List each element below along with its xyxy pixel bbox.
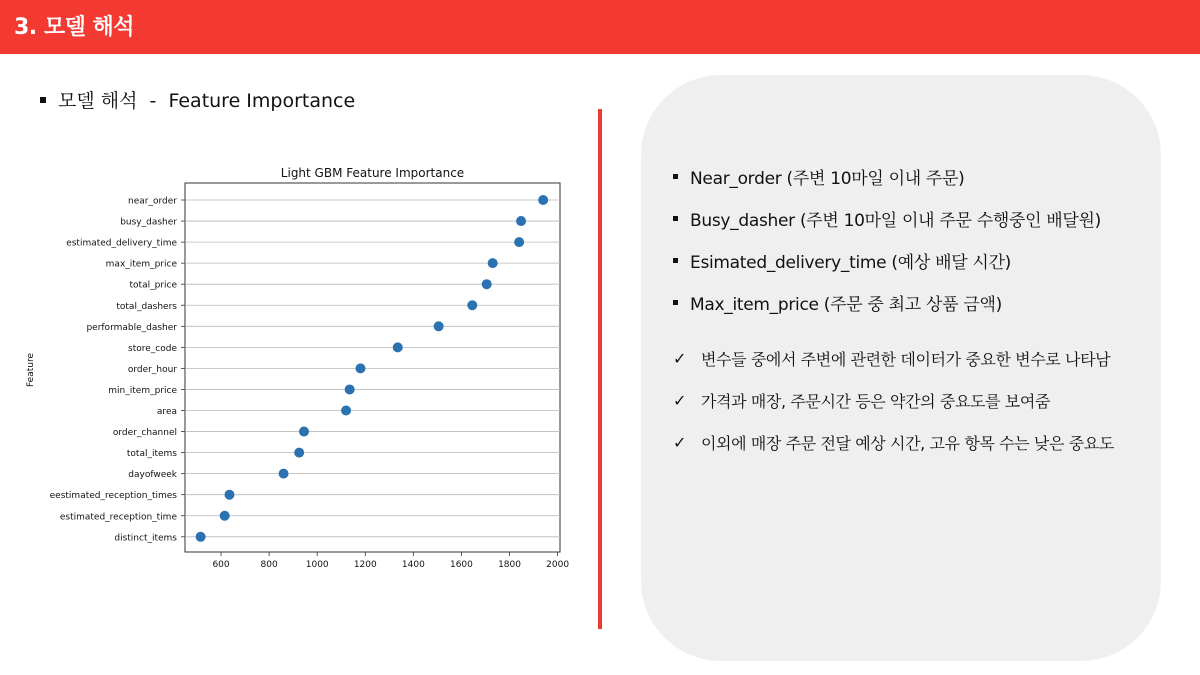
square-bullet-icon <box>673 258 678 263</box>
y-tick-label: estimated_reception_time <box>59 512 177 523</box>
y-tick-label: min_item_price <box>108 385 177 396</box>
y-tick-label: store_code <box>128 343 177 354</box>
bullet-text: Near_order (주변 10마일 이내 주문) <box>690 168 965 189</box>
x-tick-label: 1600 <box>449 560 473 570</box>
bullet-text: Esimated_delivery_time (예상 배달 시간) <box>690 252 1011 273</box>
plot-area <box>185 183 560 552</box>
y-tick-label: busy_dasher <box>120 217 177 228</box>
x-tick-label: 1200 <box>353 560 377 570</box>
y-tick-label: max_item_price <box>105 259 177 270</box>
y-tick-label: performable_dasher <box>86 322 177 333</box>
chart-title: Light GBM Feature Importance <box>280 166 465 180</box>
list-item <box>673 239 1101 281</box>
list-item <box>673 281 1101 323</box>
data-point <box>299 427 309 437</box>
data-point <box>482 279 492 289</box>
y-tick-label: area <box>156 407 177 417</box>
data-point <box>341 406 351 416</box>
x-tick-label: 800 <box>260 560 278 570</box>
check-text: 변수들 중에서 주변에 관련한 데이터가 중요한 변수로 나타남 <box>701 349 1111 369</box>
data-point <box>538 195 548 205</box>
feature-importance-chart <box>0 0 600 620</box>
data-point <box>220 511 230 521</box>
data-point <box>516 216 526 226</box>
data-point <box>514 237 524 247</box>
y-axis-label: Feature <box>26 352 36 388</box>
vertical-divider <box>598 109 602 629</box>
y-tick-label: distinct_items <box>114 533 177 544</box>
data-point <box>393 342 403 352</box>
y-tick-label: total_items <box>126 449 177 460</box>
list-item <box>673 197 1101 239</box>
x-tick-label: 1400 <box>401 560 425 570</box>
check-text: 가격과 매장, 주문시간 등은 약간의 중요도를 보여줌 <box>701 391 1050 411</box>
y-tick-label: total_dashers <box>116 301 177 312</box>
checkmark-icon: ✓ <box>673 432 687 452</box>
conclusion-list <box>673 337 1114 463</box>
data-point <box>355 363 365 373</box>
checkmark-icon: ✓ <box>673 390 687 410</box>
check-text: 이외에 매장 주문 전달 예상 시간, 고유 항목 수는 낮은 중요도 <box>701 433 1114 453</box>
x-tick-label: 1000 <box>305 560 329 570</box>
subtitle-text: 모델 해석 - Feature Importance <box>58 90 356 112</box>
data-point <box>467 300 477 310</box>
square-bullet-icon <box>673 300 678 305</box>
y-tick-label: order_channel <box>112 428 177 439</box>
x-tick-label: 1800 <box>498 560 521 570</box>
data-point <box>488 258 498 268</box>
data-point <box>224 490 234 500</box>
data-point <box>345 384 355 394</box>
feature-bullet-list <box>673 155 1101 323</box>
x-tick-label: 2000 <box>546 560 570 570</box>
y-tick-label: dayofweek <box>128 470 177 481</box>
checkmark-icon: ✓ <box>673 348 687 368</box>
y-tick-label: total_price <box>129 280 177 291</box>
list-item <box>673 379 1114 421</box>
y-tick-label: near_order <box>128 196 177 207</box>
data-point <box>294 448 304 458</box>
data-point <box>434 321 444 331</box>
y-tick-label: order_hour <box>127 364 177 375</box>
list-item <box>673 421 1114 463</box>
bullet-text: Max_item_price (주문 중 최고 상품 금액) <box>690 294 1002 315</box>
y-tick-label: estimated_delivery_time <box>66 238 177 249</box>
data-point <box>279 469 289 479</box>
summary-panel <box>641 75 1161 661</box>
list-item <box>673 337 1114 379</box>
y-tick-label: eestimated_reception_times <box>49 491 177 502</box>
x-tick-label: 600 <box>212 560 230 570</box>
list-item <box>673 155 1101 197</box>
bullet-text: Busy_dasher (주변 10마일 이내 주문 수행중인 배달원) <box>690 210 1101 231</box>
data-point <box>196 532 206 542</box>
page-title: 3. 모델 해석 <box>14 15 134 40</box>
square-bullet-icon <box>673 216 678 221</box>
square-bullet-icon <box>673 174 678 179</box>
